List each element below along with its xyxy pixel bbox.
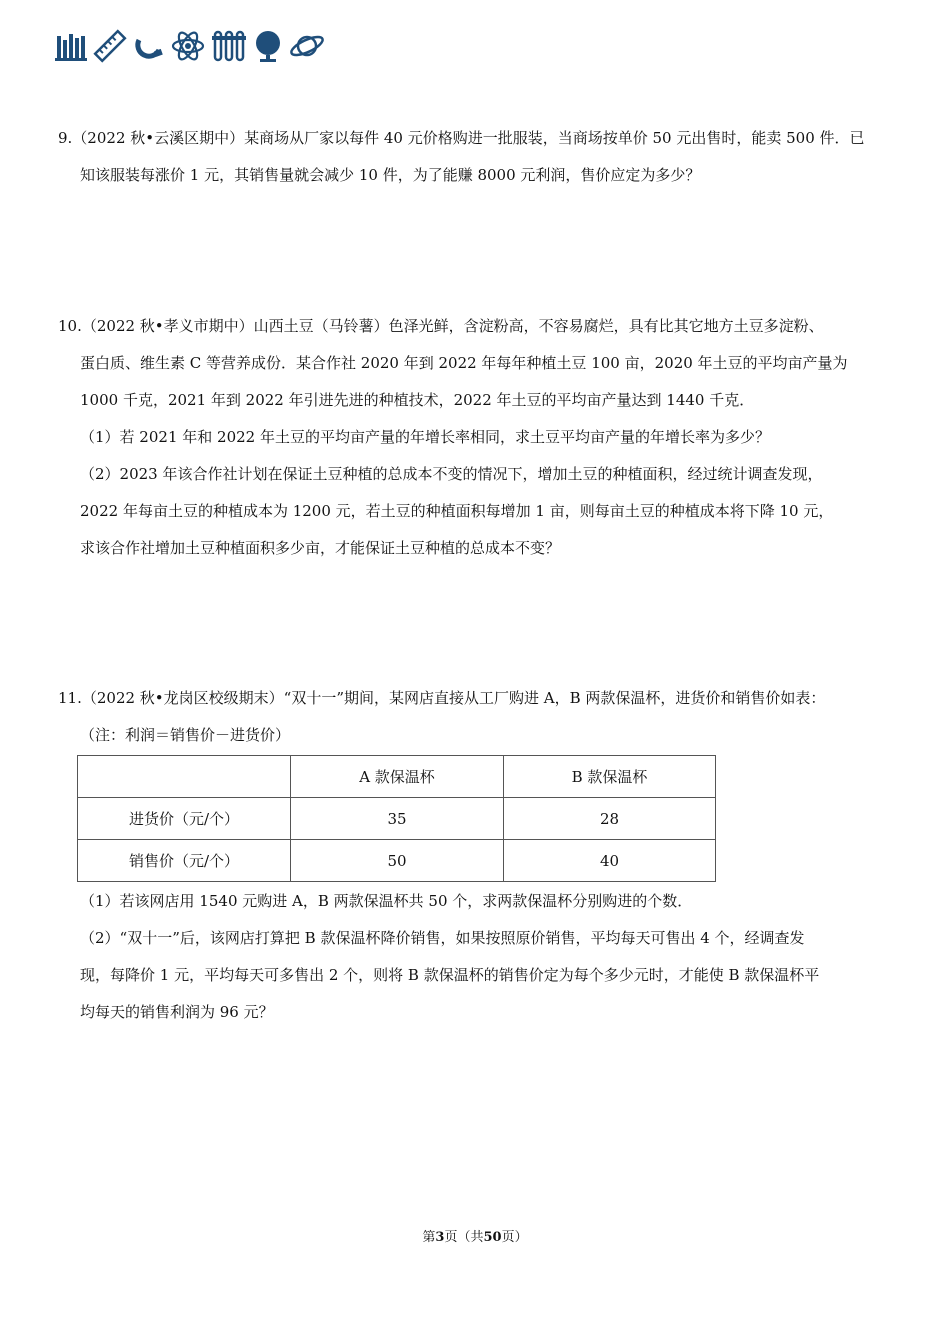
planet-icon bbox=[289, 30, 325, 62]
table-row bbox=[78, 840, 716, 882]
q10-part-2-line-3: 求该合作社增加土豆种植面积多少亩，才能保证土豆种植的总成本不变？ bbox=[80, 539, 561, 557]
globe-icon bbox=[253, 29, 283, 63]
header-icons bbox=[55, 28, 325, 64]
q11-line-1: 11.（2022 秋•龙岗区校级期末）“双十一”期间，某网店直接从工厂购进 A，B 两款保温杯，进货价和销售价如表： bbox=[58, 689, 826, 707]
table-cell: 进货价（元/个） bbox=[78, 798, 291, 840]
question-11-parts bbox=[58, 883, 898, 1031]
price-table bbox=[77, 755, 716, 882]
question-9 bbox=[58, 120, 898, 194]
q10-line-2: 蛋白质、维生素 C 等营养成份．某合作社 2020 年到 2022 年每年种植土豆 100 亩，2020 年土豆的平均亩产量为 bbox=[80, 354, 848, 372]
q10-part-2-line-2: 2022 年每亩土豆的种植成本为 1200 元，若土豆的种植面积每增加 1 亩，则每亩土豆的种植成本将下降 10 元， bbox=[80, 502, 834, 520]
footer-prefix: 第 bbox=[422, 1230, 436, 1245]
bookshelf-icon bbox=[55, 30, 87, 62]
page-total: 50 bbox=[483, 1230, 502, 1245]
q9-line-1: 9.（2022 秋•云溪区期中）某商场从厂家以每件 40 元价格购进一批服装，当商场按单价 50 元出售时，能卖 500 件．已 bbox=[58, 129, 865, 147]
q11-part-2-line-1: （2）“双十一”后，该网店打算把 B 款保温杯降价销售，如果按照原价销售，平均每天可售出 4 个，经调查发 bbox=[80, 929, 805, 947]
table-cell: 28 bbox=[504, 798, 716, 840]
table-row bbox=[78, 798, 716, 840]
magnet-icon bbox=[133, 30, 165, 62]
page-number: 3 bbox=[435, 1230, 445, 1245]
q10-line-1: 10.（2022 秋•孝义市期中）山西土豆（马铃薯）色泽光鲜，含淀粉高，不容易腐烂，具有比其它地方土豆多淀粉、 bbox=[58, 317, 824, 335]
table-cell: 35 bbox=[291, 798, 504, 840]
q11-note: （注：利润＝销售价－进货价） bbox=[80, 726, 291, 744]
q9-line-2: 知该服装每涨价 1 元，其销售量就会减少 10 件，为了能赚 8000 元利润，售价应定为多少？ bbox=[80, 166, 701, 184]
page-footer bbox=[0, 1226, 950, 1245]
table-cell: 50 bbox=[291, 840, 504, 882]
q11-part-2-line-3: 均每天的销售利润为 96 元？ bbox=[80, 1003, 274, 1021]
q10-line-3: 1000 千克，2021 年到 2022 年引进先进的种植技术，2022 年土豆的平均亩产量达到 1440 千克． bbox=[80, 391, 755, 409]
footer-middle: 页（共 bbox=[444, 1230, 484, 1245]
atom-icon bbox=[171, 29, 205, 63]
table-cell: A 款保温杯 bbox=[291, 756, 504, 798]
q11-part-1: （1）若该网店用 1540 元购进 A，B 两款保温杯共 50 个，求两款保温杯分别购进的个数． bbox=[80, 892, 693, 910]
footer-suffix: 页） bbox=[501, 1230, 528, 1245]
test-tubes-icon bbox=[211, 30, 247, 62]
question-11 bbox=[58, 680, 898, 754]
table-cell: B 款保温杯 bbox=[504, 756, 716, 798]
table-cell: 40 bbox=[504, 840, 716, 882]
table-header-row bbox=[78, 756, 716, 798]
q10-part-2-line-1: （2）2023 年该合作社计划在保证土豆种植的总成本不变的情况下，增加土豆的种植面积，经过统计调查发现， bbox=[80, 465, 823, 483]
table-cell bbox=[78, 756, 291, 798]
ruler-icon bbox=[93, 29, 127, 63]
q11-part-2-line-2: 现，每降价 1 元，平均每天可多售出 2 个，则将 B 款保温杯的销售价定为每个多少元时，才能使 B 款保温杯平 bbox=[80, 966, 820, 984]
table-cell: 销售价（元/个） bbox=[78, 840, 291, 882]
question-10 bbox=[58, 308, 898, 567]
q10-part-1: （1）若 2021 年和 2022 年土豆的平均亩产量的年增长率相同，求土豆平均亩产量的年增长率为多少？ bbox=[80, 428, 770, 446]
